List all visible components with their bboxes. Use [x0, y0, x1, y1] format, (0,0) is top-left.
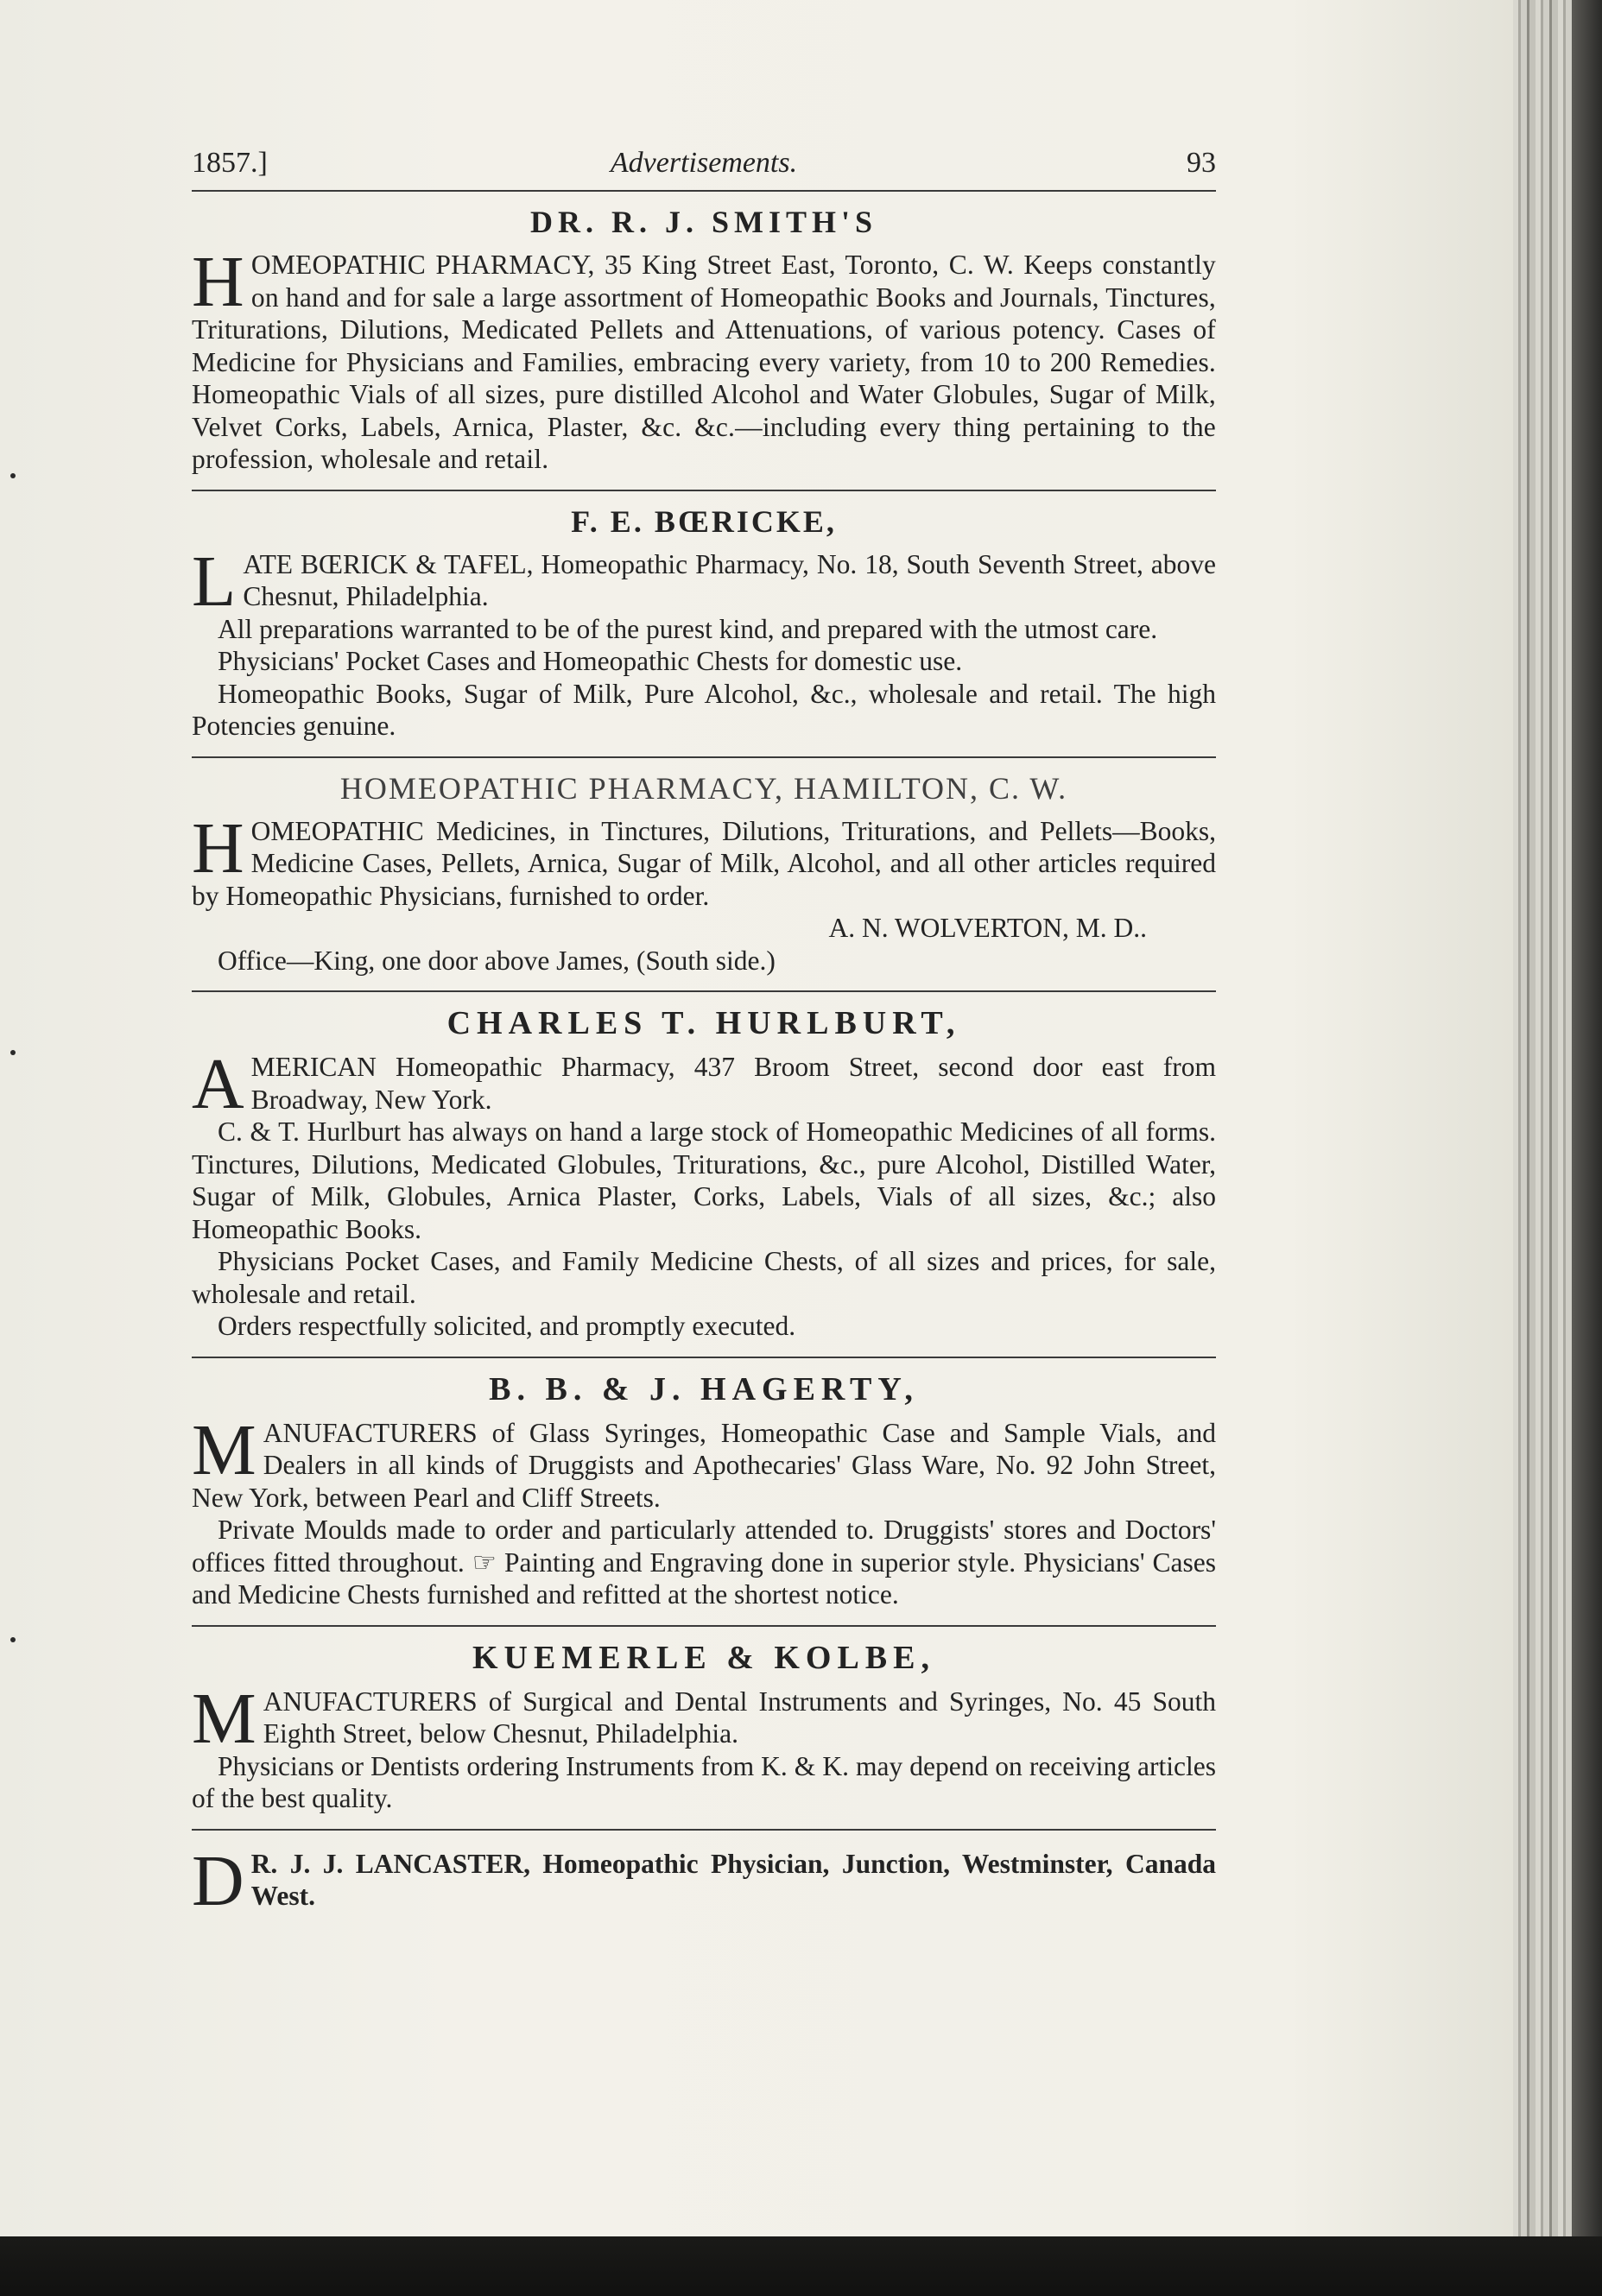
- advertisement-smith: [192, 204, 1216, 476]
- drop-cap: D: [192, 1840, 244, 1921]
- ad-text: ATE BŒRICK & TAFEL, Homeopathic Pharmacy, No. 18, South Seventh Street, above Chesnut, Philadelphia.: [243, 548, 1216, 611]
- drop-cap: A: [192, 1044, 244, 1124]
- section-rule: [192, 990, 1216, 992]
- running-head: [192, 147, 1216, 188]
- ad-text: ANUFACTURERS of Surgical and Dental Instruments and Syringes, No. 45 South Eighth Street, below Chesnut, Philadelphia.: [263, 1686, 1216, 1749]
- ad-paragraph: Homeopathic Books, Sugar of Milk, Pure Alcohol, &c., wholesale and retail. The high Potencies genuine.: [192, 678, 1216, 741]
- ad-title: KUEMERLE & KOLBE,: [472, 1639, 935, 1676]
- ad-paragraph: Orders respectfully solicited, and promptly executed.: [218, 1311, 796, 1341]
- ad-paragraph: Physicians or Dentists ordering Instruments from K. & K. may depend on receiving articles of the best quality.: [192, 1750, 1216, 1813]
- scan-background-bottom: [0, 2236, 1602, 2296]
- advertisement-kuemerle-kolbe: [192, 1639, 1216, 1815]
- section-rule: [192, 756, 1216, 758]
- margin-mark: [10, 1050, 16, 1055]
- drop-cap: H: [192, 807, 244, 889]
- drop-cap: H: [192, 242, 244, 322]
- margin-mark: [10, 473, 16, 478]
- ad-text: R. J. J. LANCASTER, Homeopathic Physician, Junction, Westminster, Canada West.: [250, 1848, 1216, 1911]
- page-number: 93: [1187, 147, 1216, 179]
- ad-text: OMEOPATHIC PHARMACY, 35 King Street East, Toronto, C. W. Keeps constantly on hand and for sale a large assortment of Homeopathic Books and Journals, Tinctures, Triturations, Dilutions, Medicated Pellets and Attenuations, of various potency. Cases of Medicine for Physicians and Families, embracing every variety, from 10 to 200 Remedies. Homeopathic Vials of all sizes, pure distilled Alcohol and Water Globules, Sugar of Milk, Velvet Corks, Labels, Arnica, Plaster, &c. &c.—including every thing pertaining to the profession, wholesale and retail.: [192, 250, 1216, 474]
- section-rule: [192, 1829, 1216, 1831]
- ad-paragraph: [192, 541, 1216, 622]
- ad-paragraph: Private Moulds made to order and particularly attended to. Druggists' stores and Doctors' offices fitted throughout. ☞ Painting and Engraving done in superior style. Physicians' Cases and Medicine Chests furnished and refitted at the shortest notice.: [192, 1515, 1216, 1610]
- section-rule: [192, 1357, 1216, 1358]
- advertisement-hamilton: [192, 770, 1216, 977]
- drop-cap: M: [192, 1678, 256, 1759]
- page-column: [192, 147, 1216, 1921]
- header-rule: [192, 190, 1216, 192]
- ad-signature: A. N. WOLVERTON, M. D..: [828, 913, 1147, 943]
- ad-title: B. B. & J. HAGERTY,: [489, 1370, 919, 1407]
- drop-cap: M: [192, 1409, 256, 1490]
- ad-paragraph: All preparations warranted to be of the purest kind, and prepared with the utmost care.: [218, 613, 1158, 644]
- running-head-year: 1857.]: [192, 147, 268, 179]
- ad-paragraph: C. & T. Hurlburt has always on hand a large stock of Homeopathic Medicines of all forms. Tinctures, Dilutions, Medicated Globules, Triturations, &c., pure Alcohol, Distilled Water, Sugar of Milk, Globules, Arnica Plaster, Corks, Labels, Vials of all sizes, &c.; also Homeopathic Books.: [192, 1116, 1216, 1244]
- ad-text: ANUFACTURERS of Glass Syringes, Homeopathic Case and Sample Vials, and Dealers in all kinds of Druggists and Apothecaries' Glass Ware, No. 92 John Street, New York, between Pearl and Cliff Streets.: [192, 1417, 1216, 1513]
- ad-paragraph: [192, 242, 1216, 476]
- advertisement-boericke: [192, 503, 1216, 743]
- ad-text: MERICAN Homeopathic Pharmacy, 437 Broom Street, second door east from Broadway, New York.: [250, 1052, 1216, 1115]
- advertisement-hurlburt: [192, 1004, 1216, 1343]
- advertisement-lancaster: [192, 1840, 1216, 1921]
- running-head-title: Advertisements.: [610, 147, 798, 179]
- ad-paragraph: Office—King, one door above James, (South side.): [218, 945, 776, 976]
- ad-paragraph: [192, 807, 1216, 913]
- ad-paragraph: [192, 1044, 1216, 1124]
- ad-title: F. E. BŒRICKE,: [571, 503, 837, 539]
- ad-paragraph: [192, 1840, 1216, 1921]
- section-rule: [192, 490, 1216, 491]
- ad-title: CHARLES T. HURLBURT,: [446, 1005, 961, 1041]
- drop-cap: L: [192, 541, 237, 622]
- margin-mark: [10, 1637, 16, 1642]
- ad-paragraph: [192, 1409, 1216, 1515]
- ad-text: OMEOPATHIC Medicines, in Tinctures, Dilutions, Triturations, and Pellets—Books, Medicine Cases, Pellets, Arnica, Sugar of Milk, Alcohol, and all other articles required by Homeopathic Physicians, furnished to order.: [192, 815, 1216, 911]
- ad-title: HOMEOPATHIC PHARMACY, HAMILTON, C. W.: [339, 770, 1068, 806]
- ad-paragraph: Physicians Pocket Cases, and Family Medicine Chests, of all sizes and prices, for sale, wholesale and retail.: [192, 1246, 1216, 1309]
- ad-paragraph: Physicians' Pocket Cases and Homeopathic Chests for domestic use.: [218, 646, 963, 676]
- section-rule: [192, 1625, 1216, 1627]
- ad-title: DR. R. J. SMITH'S: [529, 205, 878, 239]
- advertisement-hagerty: [192, 1370, 1216, 1611]
- ad-paragraph: [192, 1678, 1216, 1759]
- book-spine-shadow: [1572, 0, 1602, 2296]
